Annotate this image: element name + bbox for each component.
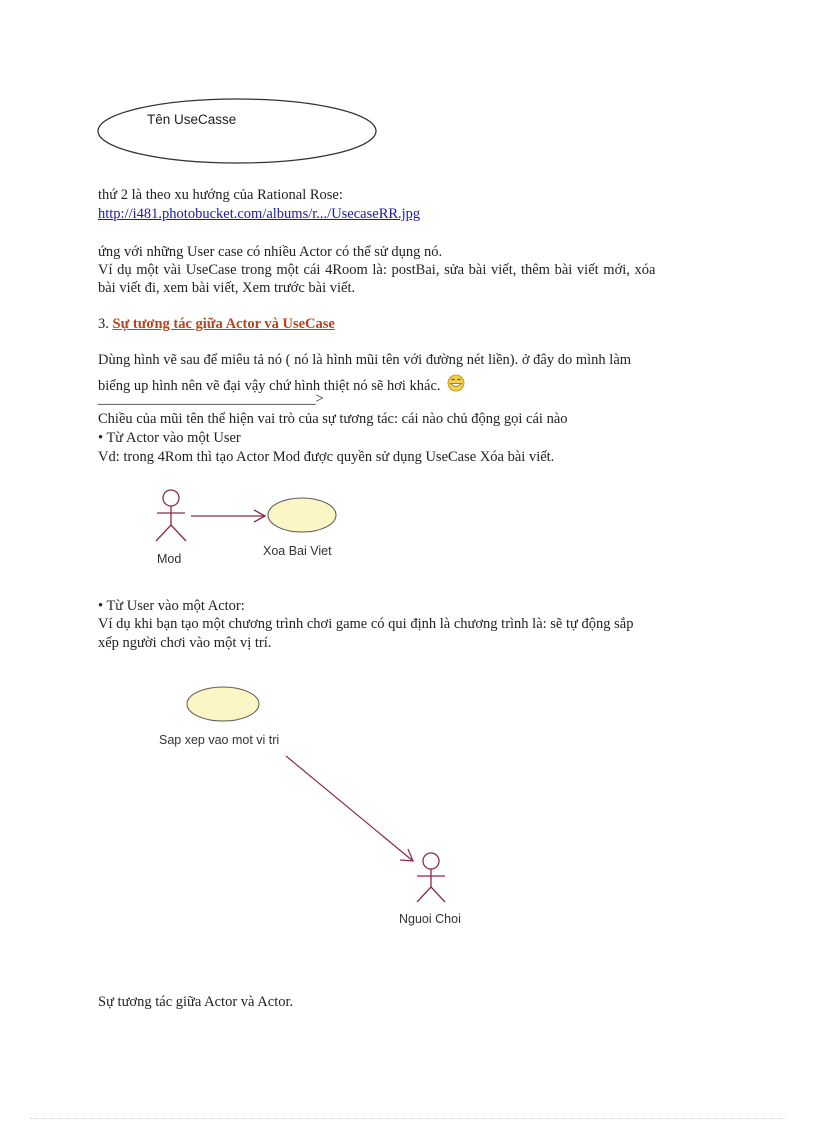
actor-to-usecase-diagram [140, 485, 370, 555]
text-line: Sự tương tác giữa Actor và Actor. [98, 994, 294, 1010]
text-line: Chiều của mũi tên thể hiện vai trò của sự tương tác: cái nào chủ động gọi cái nào [98, 411, 568, 427]
page-divider [30, 1118, 786, 1119]
usecase-label: Sap xep vao mot vi tri [159, 733, 280, 747]
usecase-oval [268, 498, 336, 532]
section-number: 3. [98, 316, 109, 332]
text-line: Ví dụ khi bạn tạo một chương trình chơi game có qui định là chương trình là: sẽ tự động sắp [98, 616, 634, 632]
text-line-content: biếng up hình nên vẽ đại vậy chứ hình thiệt nó sẽ hơi khác. [98, 378, 441, 394]
association-arrow [286, 756, 413, 861]
text-line: Dùng hình vẽ sau để miêu tả nó ( nó là hình mũi tên với đường nét liền). ở đây do mình làm [98, 352, 632, 368]
usecase-ellipse-figure [96, 96, 380, 166]
usecase-label: Xoa Bai Viet [263, 544, 332, 558]
actor-icon [156, 490, 186, 541]
text-line: Vd: trong 4Rom thì tạo Actor Mod được quyền sử dụng UseCase Xóa bài viết. [98, 449, 555, 465]
actor-label: Mod [157, 552, 182, 566]
text-line: thứ 2 là theo xu hướng của Rational Rose: [98, 187, 343, 203]
bullet-item: • Từ User vào một Actor: [98, 598, 245, 614]
text-line: xếp người chơi vào một vị trí. [98, 635, 272, 651]
actor-icon [417, 853, 445, 902]
section-heading [98, 315, 335, 334]
actor-label: Nguoi Choi [399, 912, 461, 926]
association-arrow [191, 510, 265, 522]
grinning-face-icon [446, 374, 466, 392]
text-line: ứng với những User case có nhiều Actor có thể sử dụng nó. [98, 244, 443, 260]
text-line: Ví dụ một vài UseCase trong một cái 4Room là: postBai, sửa bài viết, thêm bài viết mới, xóa [98, 262, 656, 278]
usecase-oval [187, 687, 259, 721]
text-line: bài viết đi, xem bài viết, Xem trước bài viết. [98, 280, 356, 296]
bullet-item: • Từ Actor vào một User [98, 430, 241, 446]
usecase-ellipse-label: Tên UseCasse [147, 112, 237, 127]
section-title-link[interactable]: Sự tương tác giữa Actor và UseCase [112, 316, 335, 332]
photobucket-link[interactable]: http://i481.photobucket.com/albums/r.../UsecaseRR.jpg [98, 206, 421, 222]
arrow-text: ______________________________> [98, 391, 324, 407]
usecase-to-actor-diagram [150, 680, 470, 910]
